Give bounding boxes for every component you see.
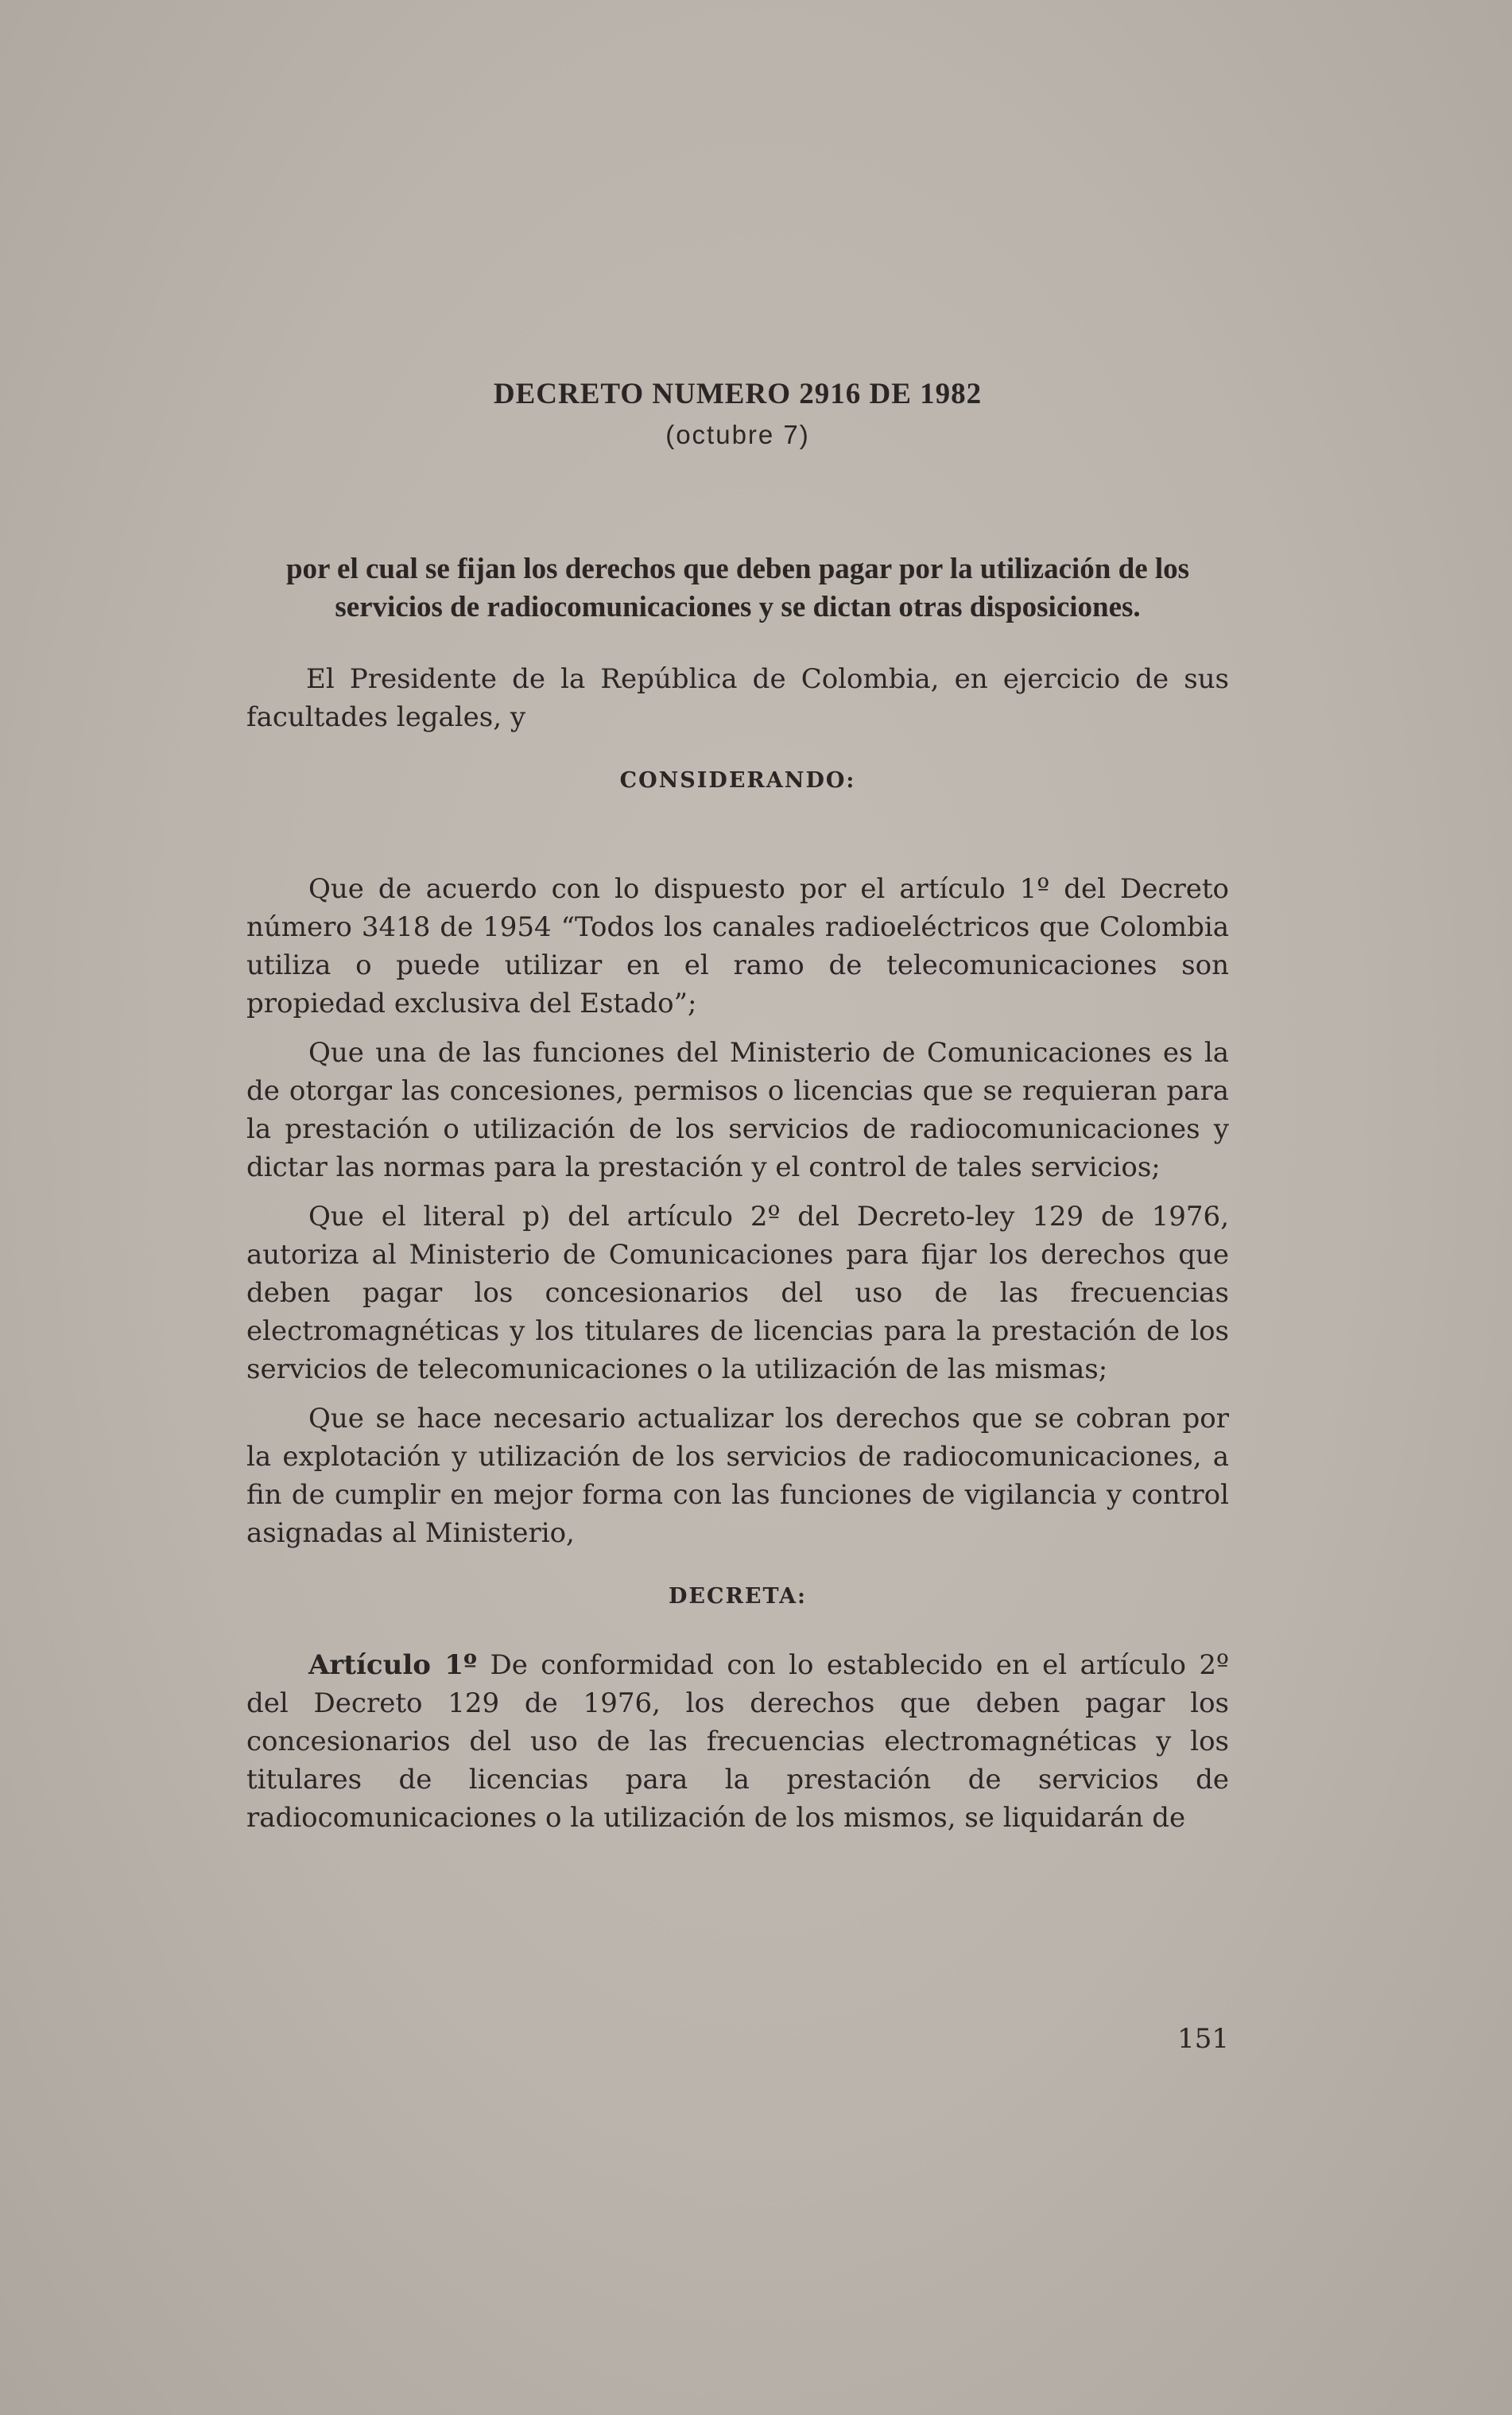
considerando-paragraph: Que el literal p) del artículo 2º del Decreto-ley 129 de 1976, autoriza al Ministerio de Comunicaciones para fijar los derechos que deben pagar los concesionarios del uso de las frecuencias electromagnéticas y los titulares de licencias para la prestación de los servicios de telecomunicaciones o la utilización de las mismas; [246, 1201, 1229, 1385]
document-body [246, 374, 1229, 1837]
article-1-label: Artículo 1º [308, 1649, 478, 1681]
preamble-paragraph: El Presidente de la República de Colombia, en ejercicio de sus facultades legales, y [246, 663, 1229, 733]
article-1-paragraph [246, 1646, 1229, 1837]
decree-subject: por el cual se fijan los derechos que deben pagar por la utilización de los servicios de radiocomunicaciones y se dictan otras disposiciones. [285, 553, 1190, 623]
considerando-heading: CONSIDERANDO: [619, 768, 856, 793]
considerando-paragraph: Que se hace necesario actualizar los derechos que se cobran por la explotación y utilización de los servicios de radiocomunicaciones, a fin de cumplir en mejor forma con las funciones de vigilancia y control asignadas al Ministerio, [246, 1403, 1229, 1549]
page-number: 151 [1177, 2023, 1229, 2055]
considerando-paragraph: Que una de las funciones del Ministerio de Comunicaciones es la de otorgar las concesiones, permisos o licencias que se requieran para la prestación o utilización de los servicios de radiocomunicaciones y dictar las normas para la prestación y el control de tales servicios; [246, 1037, 1229, 1183]
article-1-text: De conformidad con lo establecido en el artículo 2º del Decreto 129 de 1976, los derechos que deben pagar los concesionarios del uso de las frecuencias electromagnéticas y los titulares de licencias para la prestación de servicios de radiocomunicaciones o la utilización de los mismos, se liquidarán de [246, 1649, 1229, 1834]
decree-title: DECRETO NUMERO 2916 DE 1982 [493, 378, 983, 410]
decreta-heading: DECRETA: [668, 1584, 808, 1609]
decree-date: (octubre 7) [665, 420, 810, 449]
considerando-paragraph: Que de acuerdo con lo dispuesto por el artículo 1º del Decreto número 3418 de 1954 “Todos los canales radioeléctricos que Colombia utiliza o puede utilizar en el ramo de telecomunicaciones son propiedad exclusiva del Estado”; [246, 873, 1229, 1019]
